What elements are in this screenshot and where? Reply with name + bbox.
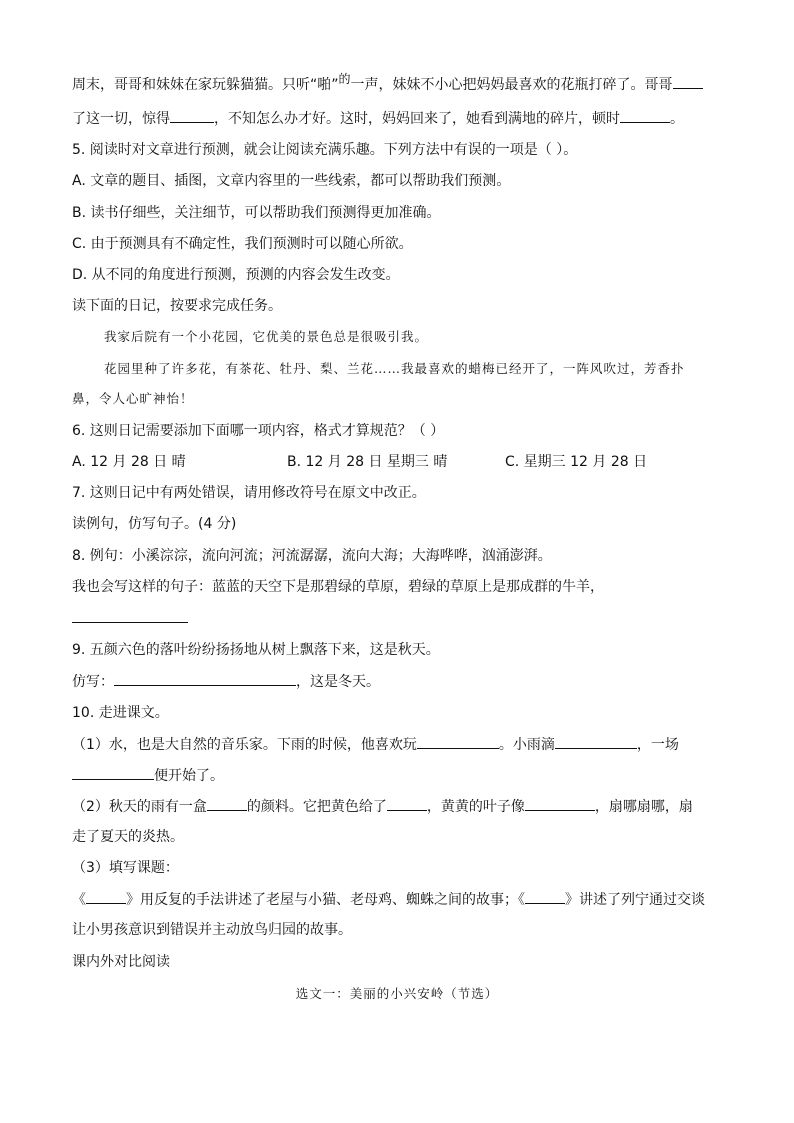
story-line-2 <box>72 108 684 129</box>
question-10-stem: 10. 走进课文。 <box>72 705 169 721</box>
question-10-item-1-cont <box>72 765 224 786</box>
fill-blank[interactable] <box>673 74 703 89</box>
fill-blank[interactable] <box>525 889 565 904</box>
question-9-imitate <box>72 671 380 692</box>
fill-blank[interactable] <box>72 765 154 780</box>
story-text: ，不知怎么办才好。这时，妈妈回来了，她看到满地的碎片，顿时 <box>214 111 620 127</box>
question-5-stem: 5. 阅读时对文章进行预测，就会让阅读充满乐趣。下列方法中有误的一项是（ ）。 <box>72 142 578 158</box>
fill-blank[interactable] <box>417 734 499 749</box>
fill-blank[interactable] <box>114 671 296 686</box>
imitate-intro: 读例句，仿写句子。(4 分) <box>72 516 237 532</box>
fill-blank[interactable] <box>170 108 214 123</box>
question-7-stem: 7. 这则日记中有两处错误，请用修改符号在原文中改正。 <box>72 485 426 501</box>
question-9-suffix: ，这是冬天。 <box>296 674 380 690</box>
fill-blank[interactable] <box>555 734 637 749</box>
story-text: 的 <box>338 72 351 86</box>
question-10-text: 《 <box>72 892 86 908</box>
story-text: 一声，妹妹不小心把妈妈最喜欢的花瓶打碎了。哥哥 <box>350 77 673 93</box>
question-6-option-c[interactable]: C. 星期三 12 月 28 日 <box>505 454 648 470</box>
question-5-option-a[interactable]: A. 文章的题目、插图，文章内容里的一些线索，都可以帮助我们预测。 <box>72 173 511 189</box>
question-6-stem: 6. 这则日记需要添加下面哪一项内容，格式才算规范？（ ） <box>72 423 445 439</box>
question-10-text: 》用反复的手法讲述了老屋与小猫、老母鸡、蜘蛛之间的故事；《 <box>126 892 525 908</box>
diary-intro: 读下面的日记，按要求完成任务。 <box>72 298 282 314</box>
question-10-item-2-cont: 走了夏天的炎热。 <box>72 829 184 845</box>
question-10-text: ，扇哪扇哪，扇 <box>594 799 693 815</box>
question-10-text: 的颜料。它把黄色给了 <box>246 799 387 815</box>
question-10-item-3-line-1 <box>72 889 705 910</box>
diary-paragraph-2: 花园里种了许多花，有茶花、牡丹、梨、兰花……我最喜欢的蜡梅已经开了，一阵风吹过，芳香扑 <box>104 361 685 376</box>
question-10-text: 便开始了。 <box>154 768 224 784</box>
question-5-option-d[interactable]: D. 从不同的角度进行预测，预测的内容会发生改变。 <box>72 267 400 283</box>
question-10-text: （2）秋天的雨有一盒 <box>72 799 207 815</box>
question-10-text: ，一场 <box>636 737 679 753</box>
compare-intro: 课内外对比阅读 <box>72 954 170 970</box>
passage-title: 选文一：美丽的小兴安岭（节选） <box>295 986 499 1001</box>
question-5-option-c[interactable]: C. 由于预测具有不确定性，我们预测时可以随心所欲。 <box>72 236 413 252</box>
question-10-item-2 <box>72 796 693 817</box>
question-9-prefix: 仿写： <box>72 674 114 690</box>
fill-blank[interactable] <box>207 796 247 811</box>
story-text: 周末，哥哥和妹妹在家玩躲猫猫。只听“啪” <box>72 77 339 93</box>
fill-blank[interactable] <box>72 608 188 623</box>
question-10-item-3-line-2: 让小男孩意识到错误并主动放鸟归园的故事。 <box>72 922 352 938</box>
question-10-item-1 <box>72 734 679 755</box>
story-text: 了这一切，惊得 <box>72 111 170 127</box>
fill-blank[interactable] <box>525 796 595 811</box>
fill-blank[interactable] <box>387 796 427 811</box>
question-5-option-b[interactable]: B. 读书仔细些，关注细节，可以帮助我们预测得更加准确。 <box>72 205 441 221</box>
fill-blank[interactable] <box>620 108 670 123</box>
question-10-text: （1）水，也是大自然的音乐家。下雨的时候，他喜欢玩 <box>72 737 417 753</box>
diary-paragraph-1: 我家后院有一个小花园，它优美的景色总是很吸引我。 <box>104 329 429 344</box>
diary-paragraph-2-cont: 鼻，令人心旷神怡！ <box>72 391 194 406</box>
fill-blank[interactable] <box>86 889 126 904</box>
question-6-option-b[interactable]: B. 12 月 28 日 星期三 晴 <box>287 454 448 470</box>
question-10-item-3: （3）填写课题： <box>72 860 179 876</box>
question-8-answer-line <box>72 608 188 629</box>
question-8-prompt: 我也会写这样的句子：蓝蓝的天空下是那碧绿的草原，碧绿的草原上是那成群的牛羊， <box>72 579 604 595</box>
question-10-text: 。小雨滴 <box>498 737 555 753</box>
story-text: 。 <box>670 111 684 127</box>
story-line-1 <box>72 74 703 95</box>
question-8-stem: 8. 例句：小溪淙淙，流向河流；河流潺潺，流向大海；大海哗哗，汹涌澎湃。 <box>72 548 552 564</box>
question-9-stem: 9. 五颜六色的落叶纷纷扬扬地从树上飘落下来，这是秋天。 <box>72 642 440 658</box>
question-10-text: ，黄黄的叶子像 <box>426 799 525 815</box>
question-10-text: 》讲述了列宁通过交谈 <box>565 892 705 908</box>
question-6-option-a[interactable]: A. 12 月 28 日 晴 <box>72 454 186 470</box>
